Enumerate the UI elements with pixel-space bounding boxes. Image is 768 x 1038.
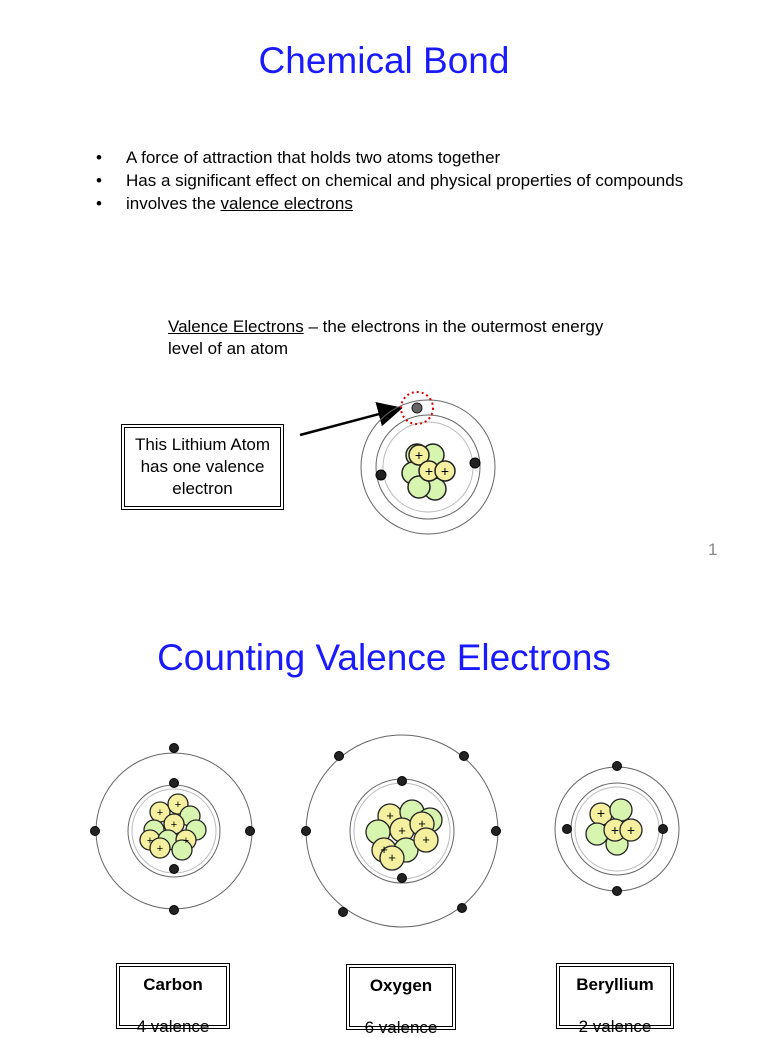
svg-text:+: + — [418, 816, 426, 831]
slide-title-chemical-bond: Chemical Bond — [258, 40, 510, 81]
lithium-callout-box: This Lithium Atom has one valence electron — [124, 427, 281, 507]
bullet-text: involves the — [126, 194, 216, 213]
carbon-name: Carbon — [143, 975, 203, 994]
svg-text:+: + — [422, 832, 430, 847]
beryllium-atom-diagram — [545, 758, 685, 898]
svg-text:+: + — [174, 799, 182, 811]
carbon-label-box — [119, 966, 227, 1036]
svg-text:+: + — [388, 850, 396, 865]
svg-text:+: + — [440, 463, 450, 479]
oxygen-caption: 6 valence — [364, 1018, 438, 1037]
oxygen-name: Oxygen — [369, 976, 433, 995]
beryllium-label-box — [559, 966, 671, 1036]
beryllium-caption: 2 valence — [578, 1017, 652, 1036]
svg-text:+: + — [170, 819, 178, 831]
valence-electron — [412, 403, 422, 413]
bullet-text: Has a significant effect on chemical and physical properties of compounds — [126, 171, 684, 190]
bullet-text: A force of attraction that holds two atoms together — [126, 148, 501, 167]
definition-term: Valence Electrons — [168, 317, 304, 336]
bullet-dot: • — [96, 194, 102, 213]
svg-text:+: + — [610, 822, 620, 838]
svg-text:+: + — [414, 447, 424, 463]
svg-text:+: + — [146, 835, 154, 847]
svg-text:+: + — [156, 807, 164, 819]
bullet-dot: • — [96, 148, 102, 167]
svg-text:+: + — [626, 822, 636, 838]
carbon-atom-diagram — [88, 740, 263, 920]
svg-text:+: + — [386, 808, 394, 823]
oxygen-label-box — [349, 967, 453, 1037]
svg-text:+: + — [424, 463, 434, 479]
svg-text:+: + — [156, 843, 164, 855]
svg-text:+: + — [596, 805, 606, 821]
bullet-dot: • — [96, 171, 102, 190]
valence-electrons-term: valence electrons — [220, 194, 353, 213]
beryllium-name: Beryllium — [576, 975, 654, 994]
svg-text:+: + — [380, 842, 388, 857]
page-number: 1 — [708, 540, 718, 559]
oxygen-atom-diagram — [296, 728, 506, 938]
lithium-atom-diagram — [355, 385, 515, 545]
svg-text:+: + — [182, 835, 190, 847]
svg-text:+: + — [398, 823, 406, 838]
carbon-caption: 4 valence — [136, 1017, 210, 1036]
definition-text: – the electrons in the outermost energy level of an atom — [168, 317, 604, 358]
slide-title-counting-valence: Counting Valence Electrons — [157, 637, 611, 678]
